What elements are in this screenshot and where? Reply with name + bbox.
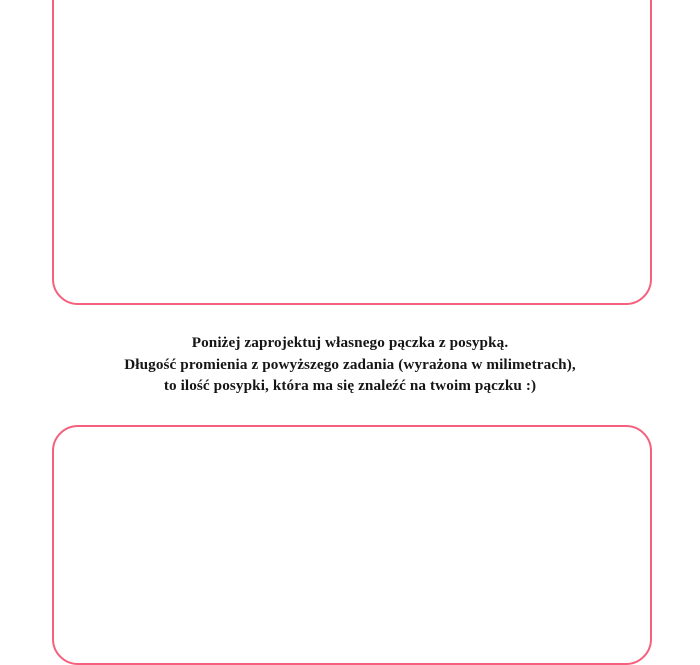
instruction-line-3: to ilość posypki, która ma się znaleźć na twoim pączku :) xyxy=(163,377,537,394)
instructions-block xyxy=(0,332,700,397)
lower-drawing-area[interactable] xyxy=(52,425,652,665)
instruction-line-1: Poniżej zaprojektuj własnego pączka z posypką. xyxy=(191,334,509,351)
upper-drawing-area[interactable] xyxy=(52,0,652,305)
instruction-line-2: Długość promienia z powyższego zadania (wyrażona w milimetrach), xyxy=(124,355,576,373)
